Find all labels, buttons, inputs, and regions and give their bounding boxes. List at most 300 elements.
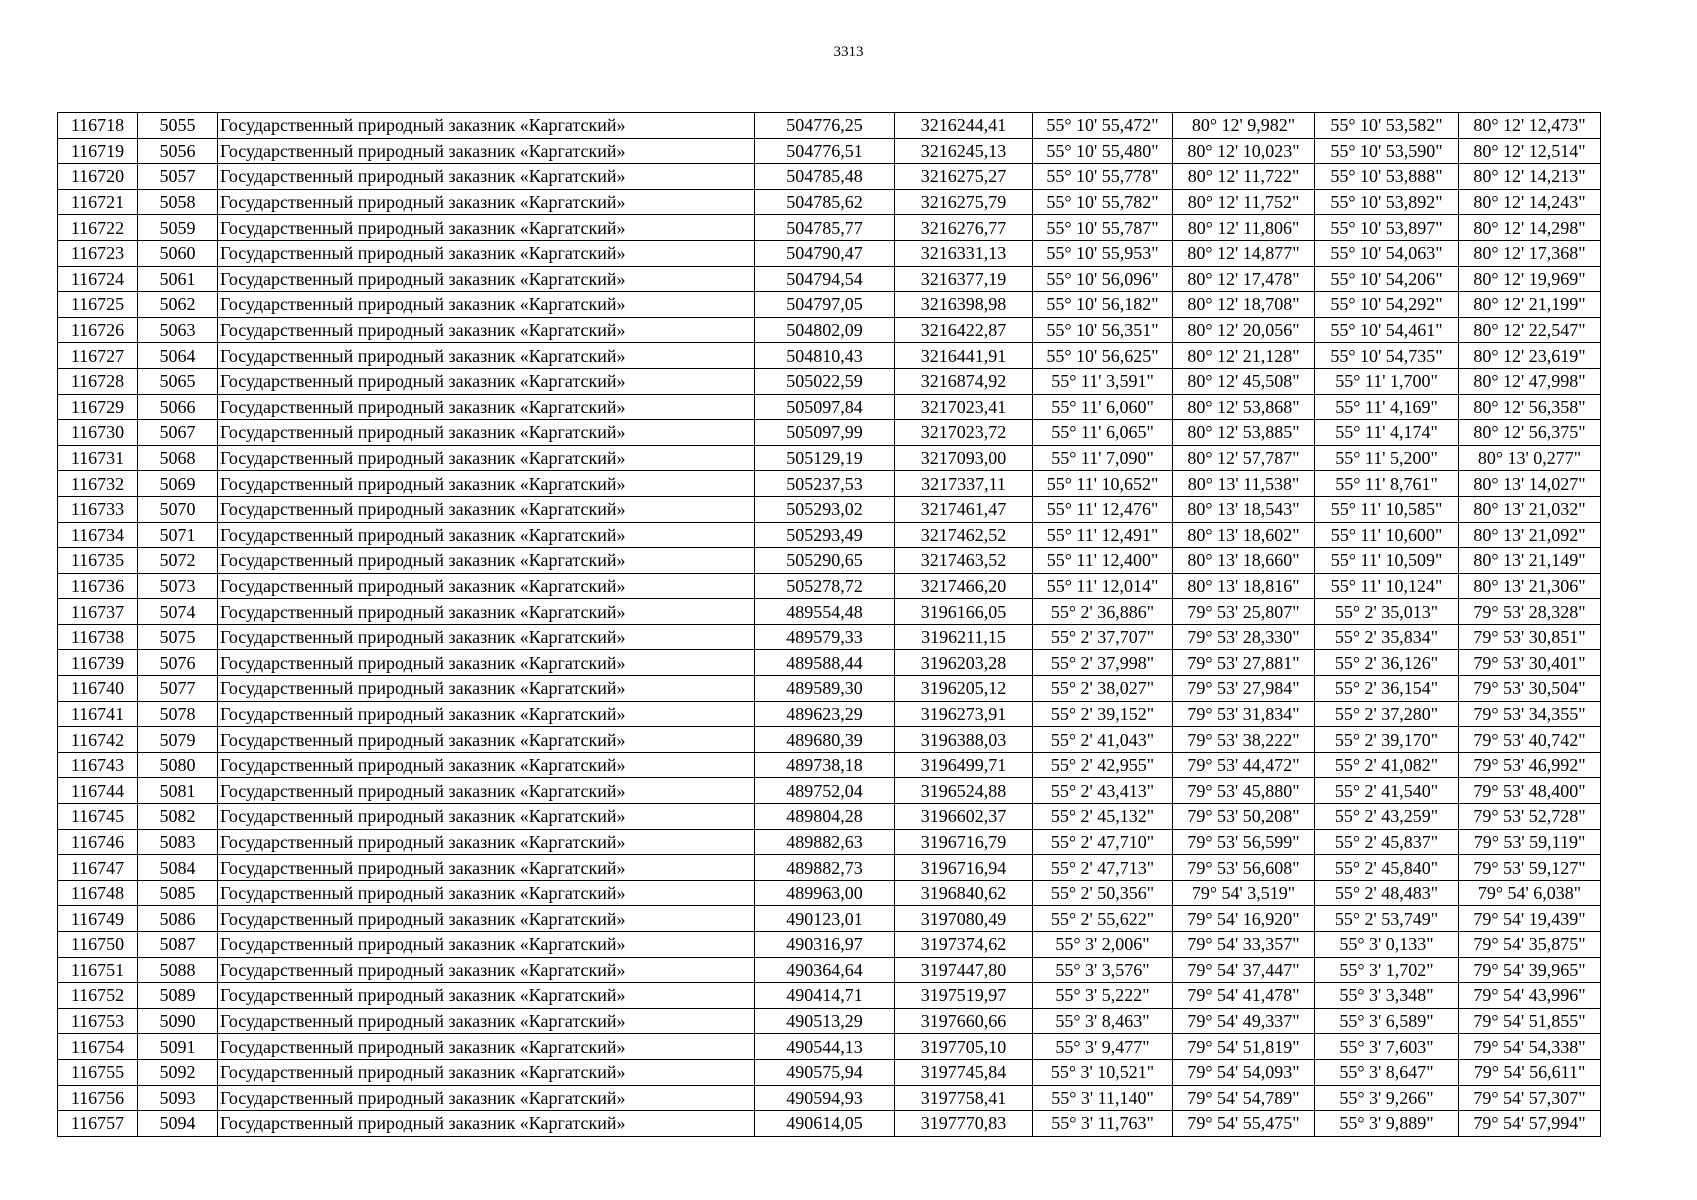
cell-longitude-2: 80° 12' 56,375" [1459,420,1601,446]
cell-longitude-2: 79° 54' 51,855" [1459,1008,1601,1034]
cell-latitude-2: 55° 2' 41,540" [1315,778,1459,804]
cell-point-number: 5072 [138,548,218,574]
cell-name: Государственный природный заказник «Каргатский» [218,573,755,599]
cell-row-id: 116728 [58,368,138,394]
cell-name: Государственный природный заказник «Каргатский» [218,778,755,804]
cell-longitude-1: 80° 12' 45,508" [1173,368,1315,394]
cell-y-coordinate: 3216244,41 [895,113,1033,139]
cell-longitude-2: 80° 13' 14,027" [1459,471,1601,497]
cell-longitude-1: 80° 12' 18,708" [1173,292,1315,318]
cell-point-number: 5069 [138,471,218,497]
table-row [58,880,1601,906]
cell-x-coordinate: 505278,72 [755,573,895,599]
cell-longitude-2: 80° 12' 22,547" [1459,317,1601,343]
cell-x-coordinate: 504810,43 [755,343,895,369]
cell-latitude-1: 55° 10' 55,778" [1033,164,1173,190]
cell-point-number: 5062 [138,292,218,318]
cell-x-coordinate: 490544,13 [755,1034,895,1060]
cell-latitude-1: 55° 10' 56,182" [1033,292,1173,318]
cell-name: Государственный природный заказник «Каргатский» [218,317,755,343]
coordinates-table [57,112,1601,1137]
cell-longitude-2: 80° 12' 12,473" [1459,113,1601,139]
cell-latitude-1: 55° 10' 55,782" [1033,189,1173,215]
cell-longitude-1: 79° 54' 51,819" [1173,1034,1315,1060]
cell-latitude-2: 55° 11' 4,174" [1315,420,1459,446]
cell-latitude-2: 55° 11' 4,169" [1315,394,1459,420]
cell-y-coordinate: 3197705,10 [895,1034,1033,1060]
cell-latitude-2: 55° 3' 9,889" [1315,1111,1459,1137]
cell-row-id: 116748 [58,880,138,906]
cell-row-id: 116735 [58,548,138,574]
table-row [58,420,1601,446]
cell-y-coordinate: 3217463,52 [895,548,1033,574]
table-row [58,548,1601,574]
cell-longitude-1: 79° 53' 27,881" [1173,650,1315,676]
cell-latitude-1: 55° 2' 38,027" [1033,676,1173,702]
cell-y-coordinate: 3196499,71 [895,752,1033,778]
cell-row-id: 116722 [58,215,138,241]
cell-x-coordinate: 505022,59 [755,368,895,394]
cell-point-number: 5081 [138,778,218,804]
cell-y-coordinate: 3196602,37 [895,804,1033,830]
cell-latitude-2: 55° 11' 8,761" [1315,471,1459,497]
cell-latitude-2: 55° 10' 53,888" [1315,164,1459,190]
cell-latitude-1: 55° 3' 11,763" [1033,1111,1173,1137]
cell-longitude-1: 80° 12' 53,868" [1173,394,1315,420]
cell-name: Государственный природный заказник «Каргатский» [218,1008,755,1034]
cell-row-id: 116718 [58,113,138,139]
cell-latitude-1: 55° 2' 50,356" [1033,880,1173,906]
cell-x-coordinate: 489963,00 [755,880,895,906]
cell-latitude-2: 55° 3' 1,702" [1315,957,1459,983]
cell-longitude-2: 79° 54' 39,965" [1459,957,1601,983]
cell-point-number: 5090 [138,1008,218,1034]
cell-name: Государственный природный заказник «Каргатский» [218,394,755,420]
table-row [58,932,1601,958]
cell-name: Государственный природный заказник «Каргатский» [218,676,755,702]
cell-row-id: 116751 [58,957,138,983]
cell-x-coordinate: 505237,53 [755,471,895,497]
cell-latitude-1: 55° 11' 7,090" [1033,445,1173,471]
cell-x-coordinate: 504802,09 [755,317,895,343]
cell-latitude-2: 55° 2' 36,126" [1315,650,1459,676]
cell-name: Государственный природный заказник «Каргатский» [218,496,755,522]
table-row [58,317,1601,343]
cell-name: Государственный природный заказник «Каргатский» [218,240,755,266]
cell-latitude-1: 55° 10' 55,480" [1033,138,1173,164]
cell-row-id: 116739 [58,650,138,676]
cell-longitude-2: 79° 53' 28,328" [1459,599,1601,625]
cell-longitude-1: 80° 12' 53,885" [1173,420,1315,446]
cell-latitude-1: 55° 2' 41,043" [1033,727,1173,753]
cell-latitude-1: 55° 3' 3,576" [1033,957,1173,983]
cell-row-id: 116752 [58,983,138,1009]
table-row [58,752,1601,778]
cell-name: Государственный природный заказник «Каргатский» [218,1085,755,1111]
cell-x-coordinate: 504794,54 [755,266,895,292]
cell-latitude-2: 55° 3' 0,133" [1315,932,1459,958]
cell-longitude-2: 80° 12' 14,243" [1459,189,1601,215]
cell-x-coordinate: 505290,65 [755,548,895,574]
cell-x-coordinate: 489589,30 [755,676,895,702]
cell-x-coordinate: 490575,94 [755,1059,895,1085]
cell-x-coordinate: 505293,02 [755,496,895,522]
table-row [58,701,1601,727]
cell-longitude-2: 79° 53' 59,119" [1459,829,1601,855]
table-body [58,113,1601,1137]
cell-latitude-1: 55° 10' 55,787" [1033,215,1173,241]
table-row [58,906,1601,932]
cell-y-coordinate: 3197745,84 [895,1059,1033,1085]
cell-longitude-1: 80° 13' 18,543" [1173,496,1315,522]
table-row [58,855,1601,881]
cell-x-coordinate: 490123,01 [755,906,895,932]
cell-x-coordinate: 489680,39 [755,727,895,753]
cell-row-id: 116733 [58,496,138,522]
cell-latitude-1: 55° 2' 39,152" [1033,701,1173,727]
cell-name: Государственный природный заказник «Каргатский» [218,1034,755,1060]
cell-name: Государственный природный заказник «Каргатский» [218,471,755,497]
cell-y-coordinate: 3216377,19 [895,266,1033,292]
cell-name: Государственный природный заказник «Каргатский» [218,752,755,778]
cell-row-id: 116749 [58,906,138,932]
table-row [58,215,1601,241]
cell-longitude-1: 80° 12' 9,982" [1173,113,1315,139]
cell-x-coordinate: 489554,48 [755,599,895,625]
table-row [58,829,1601,855]
cell-latitude-2: 55° 3' 7,603" [1315,1034,1459,1060]
cell-x-coordinate: 504785,77 [755,215,895,241]
cell-latitude-2: 55° 11' 10,124" [1315,573,1459,599]
cell-name: Государственный природный заказник «Каргатский» [218,906,755,932]
cell-name: Государственный природный заказник «Каргатский» [218,292,755,318]
cell-row-id: 116737 [58,599,138,625]
cell-point-number: 5082 [138,804,218,830]
cell-y-coordinate: 3216331,13 [895,240,1033,266]
cell-latitude-2: 55° 10' 53,897" [1315,215,1459,241]
cell-longitude-2: 79° 53' 34,355" [1459,701,1601,727]
cell-longitude-2: 79° 54' 6,038" [1459,880,1601,906]
table-row [58,1008,1601,1034]
cell-latitude-1: 55° 10' 56,351" [1033,317,1173,343]
table-row [58,727,1601,753]
cell-name: Государственный природный заказник «Каргатский» [218,522,755,548]
cell-longitude-1: 80° 12' 11,752" [1173,189,1315,215]
cell-latitude-2: 55° 2' 45,840" [1315,855,1459,881]
cell-latitude-1: 55° 3' 8,463" [1033,1008,1173,1034]
cell-y-coordinate: 3216275,27 [895,164,1033,190]
cell-point-number: 5075 [138,624,218,650]
cell-longitude-2: 79° 53' 30,504" [1459,676,1601,702]
page-number: 3313 [833,44,864,60]
cell-row-id: 116727 [58,343,138,369]
cell-row-id: 116755 [58,1059,138,1085]
cell-x-coordinate: 489588,44 [755,650,895,676]
cell-latitude-1: 55° 10' 55,953" [1033,240,1173,266]
cell-y-coordinate: 3196840,62 [895,880,1033,906]
cell-longitude-1: 79° 53' 50,208" [1173,804,1315,830]
cell-name: Государственный природный заказник «Каргатский» [218,266,755,292]
cell-point-number: 5084 [138,855,218,881]
table-row [58,804,1601,830]
cell-row-id: 116734 [58,522,138,548]
cell-longitude-2: 80° 12' 21,199" [1459,292,1601,318]
cell-point-number: 5060 [138,240,218,266]
cell-point-number: 5057 [138,164,218,190]
table-row [58,650,1601,676]
cell-longitude-2: 79° 53' 30,401" [1459,650,1601,676]
cell-y-coordinate: 3217462,52 [895,522,1033,548]
cell-row-id: 116757 [58,1111,138,1137]
cell-longitude-1: 79° 53' 45,880" [1173,778,1315,804]
cell-latitude-1: 55° 3' 10,521" [1033,1059,1173,1085]
cell-point-number: 5079 [138,727,218,753]
table-row [58,138,1601,164]
cell-point-number: 5083 [138,829,218,855]
cell-longitude-2: 79° 54' 57,994" [1459,1111,1601,1137]
cell-latitude-1: 55° 2' 37,707" [1033,624,1173,650]
cell-latitude-1: 55° 10' 55,472" [1033,113,1173,139]
cell-latitude-2: 55° 11' 10,600" [1315,522,1459,548]
cell-y-coordinate: 3217023,41 [895,394,1033,420]
cell-x-coordinate: 505097,99 [755,420,895,446]
cell-latitude-2: 55° 10' 54,292" [1315,292,1459,318]
cell-y-coordinate: 3197758,41 [895,1085,1033,1111]
cell-x-coordinate: 489579,33 [755,624,895,650]
cell-point-number: 5091 [138,1034,218,1060]
cell-longitude-1: 79° 53' 31,834" [1173,701,1315,727]
cell-longitude-1: 79° 53' 38,222" [1173,727,1315,753]
cell-point-number: 5065 [138,368,218,394]
cell-latitude-2: 55° 10' 53,590" [1315,138,1459,164]
cell-latitude-2: 55° 2' 43,259" [1315,804,1459,830]
cell-x-coordinate: 505097,84 [755,394,895,420]
cell-point-number: 5076 [138,650,218,676]
cell-point-number: 5055 [138,113,218,139]
table-row [58,1059,1601,1085]
cell-name: Государственный природный заказник «Каргатский» [218,983,755,1009]
cell-y-coordinate: 3197447,80 [895,957,1033,983]
table-row [58,599,1601,625]
cell-row-id: 116736 [58,573,138,599]
cell-latitude-2: 55° 10' 54,063" [1315,240,1459,266]
cell-longitude-2: 79° 53' 40,742" [1459,727,1601,753]
table-row [58,189,1601,215]
table-row [58,1034,1601,1060]
cell-latitude-1: 55° 3' 2,006" [1033,932,1173,958]
cell-latitude-1: 55° 3' 5,222" [1033,983,1173,1009]
cell-name: Государственный природный заказник «Каргатский» [218,650,755,676]
cell-point-number: 5070 [138,496,218,522]
cell-row-id: 116743 [58,752,138,778]
cell-point-number: 5088 [138,957,218,983]
cell-latitude-1: 55° 10' 56,625" [1033,343,1173,369]
cell-longitude-1: 79° 53' 25,807" [1173,599,1315,625]
cell-y-coordinate: 3196388,03 [895,727,1033,753]
cell-latitude-2: 55° 10' 54,735" [1315,343,1459,369]
cell-latitude-2: 55° 11' 5,200" [1315,445,1459,471]
cell-name: Государственный природный заказник «Каргатский» [218,420,755,446]
cell-y-coordinate: 3196716,79 [895,829,1033,855]
cell-y-coordinate: 3196203,28 [895,650,1033,676]
cell-x-coordinate: 490614,05 [755,1111,895,1137]
cell-latitude-2: 55° 3' 6,589" [1315,1008,1459,1034]
cell-latitude-2: 55° 2' 48,483" [1315,880,1459,906]
cell-y-coordinate: 3216276,77 [895,215,1033,241]
cell-longitude-2: 80° 13' 21,092" [1459,522,1601,548]
cell-longitude-2: 80° 13' 0,277" [1459,445,1601,471]
table-row [58,471,1601,497]
cell-row-id: 116744 [58,778,138,804]
cell-x-coordinate: 489738,18 [755,752,895,778]
cell-name: Государственный природный заказник «Каргатский» [218,215,755,241]
cell-longitude-1: 79° 54' 33,357" [1173,932,1315,958]
cell-longitude-2: 79° 53' 46,992" [1459,752,1601,778]
cell-name: Государственный природный заказник «Каргатский» [218,189,755,215]
cell-name: Государственный природный заказник «Каргатский» [218,880,755,906]
cell-longitude-1: 79° 53' 56,608" [1173,855,1315,881]
cell-longitude-1: 79° 53' 44,472" [1173,752,1315,778]
cell-longitude-1: 80° 12' 20,056" [1173,317,1315,343]
cell-x-coordinate: 489804,28 [755,804,895,830]
cell-point-number: 5086 [138,906,218,932]
cell-latitude-2: 55° 3' 8,647" [1315,1059,1459,1085]
table-row [58,983,1601,1009]
cell-name: Государственный природный заказник «Каргатский» [218,957,755,983]
cell-name: Государственный природный заказник «Каргатский» [218,599,755,625]
cell-longitude-1: 79° 54' 55,475" [1173,1111,1315,1137]
cell-y-coordinate: 3197519,97 [895,983,1033,1009]
cell-row-id: 116725 [58,292,138,318]
cell-row-id: 116720 [58,164,138,190]
cell-y-coordinate: 3216422,87 [895,317,1033,343]
cell-y-coordinate: 3196166,05 [895,599,1033,625]
cell-longitude-2: 79° 53' 48,400" [1459,778,1601,804]
cell-longitude-1: 80° 12' 57,787" [1173,445,1315,471]
cell-y-coordinate: 3197374,62 [895,932,1033,958]
cell-point-number: 5092 [138,1059,218,1085]
cell-x-coordinate: 490414,71 [755,983,895,1009]
cell-longitude-1: 80° 12' 11,722" [1173,164,1315,190]
cell-longitude-2: 79° 53' 30,851" [1459,624,1601,650]
cell-name: Государственный природный заказник «Каргатский» [218,829,755,855]
cell-latitude-1: 55° 2' 42,955" [1033,752,1173,778]
cell-latitude-2: 55° 2' 45,837" [1315,829,1459,855]
cell-y-coordinate: 3216275,79 [895,189,1033,215]
cell-latitude-2: 55° 2' 35,013" [1315,599,1459,625]
cell-point-number: 5059 [138,215,218,241]
cell-longitude-2: 79° 54' 54,338" [1459,1034,1601,1060]
cell-longitude-1: 79° 54' 54,093" [1173,1059,1315,1085]
cell-name: Государственный природный заказник «Каргатский» [218,1111,755,1137]
cell-latitude-2: 55° 2' 35,834" [1315,624,1459,650]
cell-latitude-1: 55° 2' 55,622" [1033,906,1173,932]
table-row [58,343,1601,369]
table-row [58,164,1601,190]
cell-x-coordinate: 504776,51 [755,138,895,164]
cell-latitude-1: 55° 10' 56,096" [1033,266,1173,292]
cell-x-coordinate: 505129,19 [755,445,895,471]
cell-row-id: 116754 [58,1034,138,1060]
cell-latitude-2: 55° 10' 53,582" [1315,113,1459,139]
cell-row-id: 116726 [58,317,138,343]
cell-point-number: 5064 [138,343,218,369]
cell-longitude-1: 80° 13' 18,660" [1173,548,1315,574]
cell-name: Государственный природный заказник «Каргатский» [218,932,755,958]
cell-name: Государственный природный заказник «Каргатский» [218,445,755,471]
cell-longitude-2: 79° 54' 35,875" [1459,932,1601,958]
cell-latitude-1: 55° 3' 11,140" [1033,1085,1173,1111]
cell-latitude-1: 55° 2' 37,998" [1033,650,1173,676]
cell-name: Государственный природный заказник «Каргатский» [218,548,755,574]
cell-y-coordinate: 3217337,11 [895,471,1033,497]
cell-name: Государственный природный заказник «Каргатский» [218,1059,755,1085]
cell-y-coordinate: 3217466,20 [895,573,1033,599]
table-row [58,368,1601,394]
cell-y-coordinate: 3197080,49 [895,906,1033,932]
cell-latitude-1: 55° 11' 12,400" [1033,548,1173,574]
cell-y-coordinate: 3197770,83 [895,1111,1033,1137]
cell-longitude-2: 80° 12' 56,358" [1459,394,1601,420]
cell-row-id: 116742 [58,727,138,753]
cell-latitude-2: 55° 11' 10,585" [1315,496,1459,522]
cell-point-number: 5078 [138,701,218,727]
cell-longitude-1: 79° 54' 37,447" [1173,957,1315,983]
cell-y-coordinate: 3217461,47 [895,496,1033,522]
cell-longitude-2: 80° 12' 47,998" [1459,368,1601,394]
cell-row-id: 116721 [58,189,138,215]
table-row [58,1111,1601,1137]
cell-row-id: 116753 [58,1008,138,1034]
table-row [58,292,1601,318]
cell-row-id: 116745 [58,804,138,830]
cell-latitude-2: 55° 2' 39,170" [1315,727,1459,753]
cell-name: Государственный природный заказник «Каргатский» [218,343,755,369]
cell-row-id: 116741 [58,701,138,727]
cell-name: Государственный природный заказник «Каргатский» [218,855,755,881]
cell-longitude-2: 79° 54' 19,439" [1459,906,1601,932]
cell-latitude-2: 55° 2' 37,280" [1315,701,1459,727]
cell-x-coordinate: 489882,63 [755,829,895,855]
cell-row-id: 116730 [58,420,138,446]
cell-y-coordinate: 3196205,12 [895,676,1033,702]
cell-latitude-1: 55° 2' 36,886" [1033,599,1173,625]
cell-longitude-1: 79° 54' 3,519" [1173,880,1315,906]
table-row [58,778,1601,804]
cell-point-number: 5056 [138,138,218,164]
cell-name: Государственный природный заказник «Каргатский» [218,113,755,139]
cell-longitude-2: 80° 13' 21,306" [1459,573,1601,599]
cell-row-id: 116732 [58,471,138,497]
cell-y-coordinate: 3196716,94 [895,855,1033,881]
cell-x-coordinate: 504790,47 [755,240,895,266]
cell-longitude-2: 80° 13' 21,149" [1459,548,1601,574]
cell-point-number: 5085 [138,880,218,906]
cell-longitude-1: 79° 54' 49,337" [1173,1008,1315,1034]
cell-row-id: 116731 [58,445,138,471]
table-row [58,1085,1601,1111]
cell-longitude-2: 80° 12' 23,619" [1459,343,1601,369]
table-row [58,676,1601,702]
cell-latitude-1: 55° 2' 45,132" [1033,804,1173,830]
cell-longitude-1: 79° 54' 54,789" [1173,1085,1315,1111]
cell-point-number: 5094 [138,1111,218,1137]
cell-row-id: 116756 [58,1085,138,1111]
cell-point-number: 5068 [138,445,218,471]
cell-latitude-2: 55° 2' 41,082" [1315,752,1459,778]
table-row [58,113,1601,139]
cell-longitude-2: 80° 13' 21,032" [1459,496,1601,522]
